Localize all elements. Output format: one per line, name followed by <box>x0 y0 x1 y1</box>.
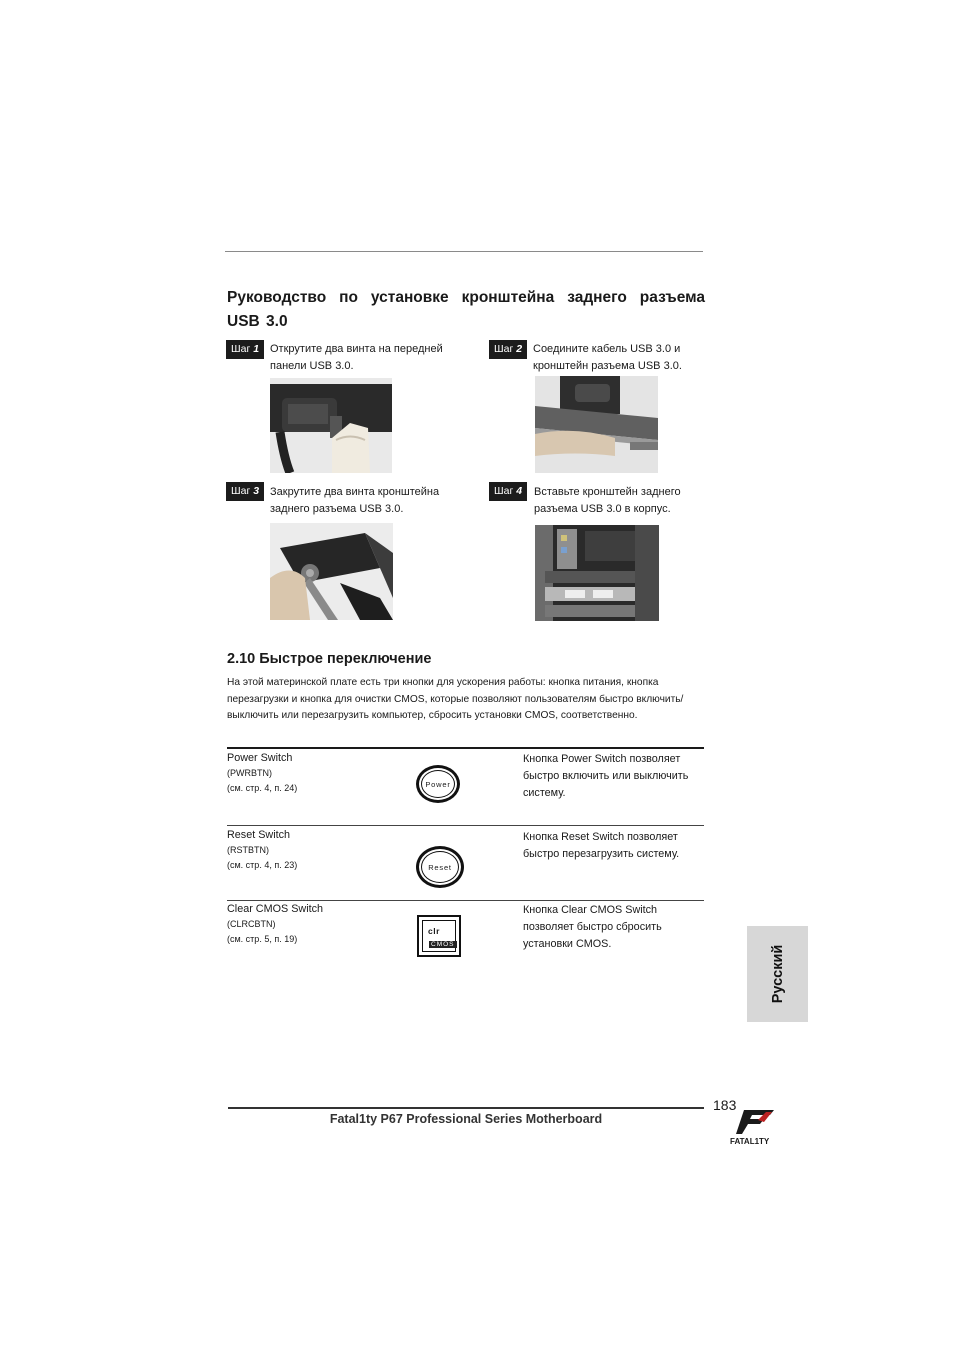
step-4-text: Вставьте кронштейн заднего разъема USB 3.0 в корпус. <box>534 486 681 515</box>
row-divider <box>227 900 704 901</box>
power-switch-desc: Кнопка Power Switch позволяет быстро включить или выключить систему. <box>523 753 689 799</box>
switch-code: (CLRCBTN) <box>227 919 276 929</box>
switch-name: Power Switch <box>227 752 293 764</box>
switch-code: (PWRBTN) <box>227 768 272 778</box>
step-number: 1 <box>253 343 260 355</box>
clear-cmos-switch-desc: Кнопка Clear CMOS Switch позволяет быстро сбросить установки CMOS. <box>523 904 662 950</box>
switch-code: (RSTBTN) <box>227 845 269 855</box>
language-side-tab <box>747 926 808 1022</box>
step-number: 2 <box>516 343 523 355</box>
step-badge-label: Шаг <box>494 485 514 497</box>
step-2-photo <box>535 376 658 473</box>
cmos-label: CMOS <box>431 941 455 948</box>
page-title: Руководство по установке кронштейна заднего разъема USB 3.0 <box>227 289 705 330</box>
clear-cmos-switch-info <box>227 903 323 946</box>
clr-label: clr <box>428 926 440 936</box>
section-intro: На этой материнской плате есть три кнопки для ускорения работы: кнопка питания, кнопка перезагрузки и кнопка для очистки CMOS, которые позволяют пользователям быстро включить/выключить или перезагрузить компьютер, сбросить установки CMOS, соответственно. <box>227 677 684 722</box>
top-rule <box>225 251 703 252</box>
reset-button-icon <box>416 846 464 888</box>
switch-ref: (см. стр. 4, п. 23) <box>227 859 298 870</box>
step-badge-label: Шаг <box>494 343 514 355</box>
footer-text: Fatal1ty P67 Professional Series Motherboard <box>329 1112 603 1126</box>
switch-ref: (см. стр. 5, п. 19) <box>227 933 298 944</box>
fatal1ty-logo <box>730 1108 790 1146</box>
switch-name: Clear CMOS Switch <box>227 903 323 915</box>
step-3-badge <box>226 482 264 501</box>
page-number: 183 <box>713 1097 737 1113</box>
step-1-text: Открутите два винта на передней панели USB 3.0. <box>270 343 443 372</box>
step-2-badge <box>489 340 527 359</box>
step-3-text: Закрутите два винта кронштейна заднего разъема USB 3.0. <box>270 486 440 515</box>
logo-text: FATAL1TY <box>730 1137 770 1146</box>
step-badge-label: Шаг <box>231 343 251 355</box>
row-divider <box>227 825 704 826</box>
step-4-photo <box>535 525 659 621</box>
reset-switch-info <box>227 829 297 872</box>
step-1-photo <box>270 378 392 473</box>
section-title: 2.10 Быстрое переключение <box>227 651 432 667</box>
step-1-badge <box>226 340 264 359</box>
step-3-photo <box>270 523 393 620</box>
power-switch-info <box>227 752 297 795</box>
step-badge-label: Шаг <box>231 485 251 497</box>
step-number: 3 <box>253 485 260 497</box>
power-button-icon <box>416 765 460 803</box>
reset-switch-desc: Кнопка Reset Switch позволяет быстро перезагрузить систему. <box>523 831 680 860</box>
step-2-text: Соедините кабель USB 3.0 и кронштейн разъема USB 3.0. <box>533 343 682 372</box>
step-4-badge <box>489 482 527 501</box>
step-number: 4 <box>516 485 523 497</box>
table-top-rule <box>227 747 704 749</box>
switch-ref: (см. стр. 4, п. 24) <box>227 782 298 793</box>
language-label: Русский <box>769 944 786 1004</box>
switch-name: Reset Switch <box>227 829 291 841</box>
fatal1ty-logo-icon <box>730 1108 790 1146</box>
clear-cmos-button-icon <box>417 915 461 957</box>
footer-rule <box>228 1107 704 1109</box>
reset-button-label: Reset <box>421 851 459 883</box>
power-button-label: Power <box>421 770 455 798</box>
